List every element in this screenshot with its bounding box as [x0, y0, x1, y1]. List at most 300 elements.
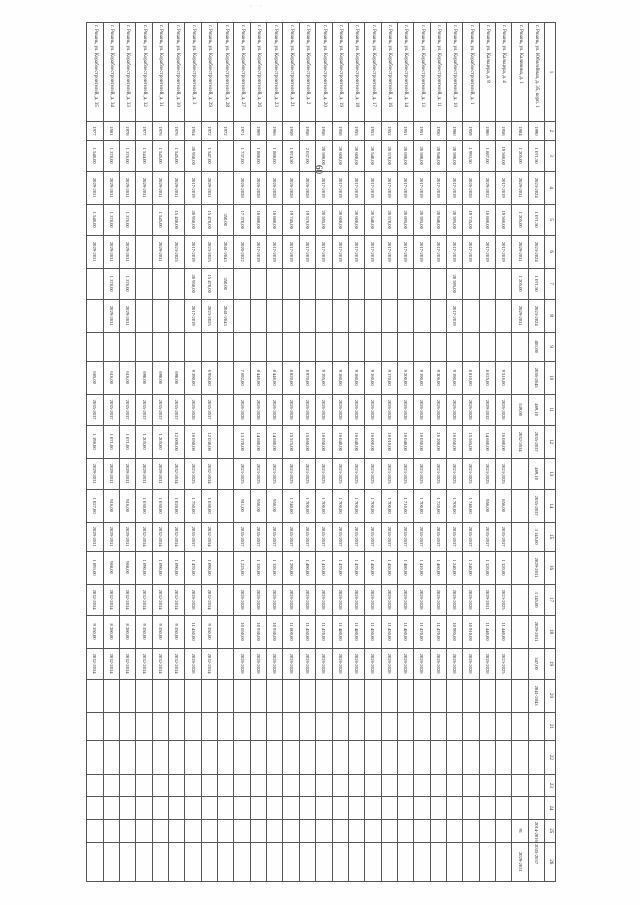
- table-cell: 2017-2019: [479, 235, 495, 268]
- table-cell: 2026-2028: [365, 584, 381, 615]
- table-cell: [446, 842, 462, 881]
- table-cell: 1 700,00: [299, 489, 315, 522]
- table-cell: [348, 712, 364, 741]
- table-cell: [348, 842, 364, 881]
- table-cell: [512, 458, 528, 489]
- table-cell: 1 320,00: [479, 551, 495, 584]
- table-cell: 2023-2025: [430, 458, 446, 489]
- table-cell: 1 071,00: [103, 425, 119, 458]
- table-cell: [381, 268, 397, 299]
- table-cell: [152, 842, 168, 881]
- table-cell: 14 680,00: [479, 425, 495, 458]
- table-cell: 1972: [201, 122, 217, 141]
- table-cell: [381, 332, 397, 361]
- table-cell: [120, 797, 136, 820]
- table-cell: [87, 679, 104, 712]
- table-cell: [430, 268, 446, 299]
- table-cell: [430, 741, 446, 774]
- table-cell: 2023-2025: [446, 458, 462, 489]
- table-cell: 2035-2037: [185, 522, 201, 551]
- table-cell: 11 000,00: [283, 615, 299, 648]
- table-cell: [267, 741, 283, 774]
- table-cell: 2029-2031: [169, 171, 185, 204]
- table-cell: [185, 741, 201, 774]
- table-cell: [381, 741, 397, 774]
- table-cell: 2029-2031: [152, 458, 168, 489]
- table-cell: [87, 842, 104, 881]
- table-cell: 2017-2019: [446, 299, 462, 332]
- table-cell: 2026-2028: [348, 394, 364, 425]
- table-cell: [218, 140, 234, 171]
- address-cell: г. Рязань, ул. Кальцера, д. 4: [495, 23, 511, 122]
- table-cell: 1 290,00: [283, 551, 299, 584]
- table-cell: 2035-2037: [250, 522, 266, 551]
- table-cell: 2032-2034: [120, 648, 136, 679]
- table-cell: [332, 679, 348, 712]
- table-cell: 2017-2019: [430, 235, 446, 268]
- table-cell: [495, 679, 511, 712]
- table-cell: 1 740,00: [463, 489, 479, 522]
- table-cell: 1 320,00: [267, 551, 283, 584]
- table-cell: [120, 741, 136, 774]
- table-row: [479, 23, 495, 882]
- table-cell: [495, 712, 511, 741]
- table-row: [201, 23, 217, 882]
- table-cell: [528, 741, 544, 774]
- table-cell: [152, 679, 168, 712]
- table-cell: [267, 797, 283, 820]
- table-cell: [218, 332, 234, 361]
- table-cell: [316, 819, 332, 842]
- table-cell: 2029-2031: [512, 235, 528, 268]
- table-cell: [316, 332, 332, 361]
- table-cell: 2035-2037: [169, 394, 185, 425]
- table-cell: 8 280,00: [103, 615, 119, 648]
- table-cell: 1 410,00: [414, 551, 430, 584]
- table-cell: [103, 774, 119, 797]
- table-cell: [397, 774, 413, 797]
- table-cell: [479, 679, 495, 712]
- table-cell: 1990: [528, 122, 544, 141]
- table-cell: [381, 774, 397, 797]
- table-cell: 15 470,00: [201, 268, 217, 299]
- table-cell: [348, 332, 364, 361]
- address-cell: г. Рязань, ул. Кораблестроителей, д. 23: [267, 23, 283, 122]
- table-cell: 20 570,00: [381, 204, 397, 235]
- table-cell: [381, 797, 397, 820]
- table-cell: [283, 774, 299, 797]
- table-cell: [87, 268, 104, 299]
- table-cell: 350,00: [218, 268, 234, 299]
- table-cell: [267, 712, 283, 741]
- table-cell: 2035-2037: [495, 522, 511, 551]
- table-cell: 2035-2037: [201, 394, 217, 425]
- table-cell: 2032-2034: [169, 522, 185, 551]
- table-cell: 1972: [218, 122, 234, 141]
- table-cell: [381, 842, 397, 881]
- table-cell: 20 595,00: [414, 204, 430, 235]
- table-cell: 1 700,00: [316, 489, 332, 522]
- table-cell: 12 030,00: [201, 425, 217, 458]
- table-cell: [446, 819, 462, 842]
- table-cell: [234, 268, 250, 299]
- table-cell: [332, 741, 348, 774]
- table-cell: 2023-2025: [397, 458, 413, 489]
- table-cell: 1 700,00: [446, 489, 462, 522]
- table-cell: 2026-2028: [250, 394, 266, 425]
- table-cell: 2029-2031: [103, 522, 119, 551]
- table-cell: [267, 268, 283, 299]
- table-cell: [365, 741, 381, 774]
- table-cell: 2023-2025: [348, 458, 364, 489]
- table-cell: 1 090,00: [169, 551, 185, 584]
- table-cell: 1958: [495, 122, 511, 141]
- table-cell: 2026-2028: [316, 394, 332, 425]
- table-cell: 2026-2028: [234, 171, 250, 204]
- table-cell: 1971: [234, 122, 250, 141]
- table-cell: 2026-2028: [267, 171, 283, 204]
- table-cell: 20 950,00: [185, 140, 201, 171]
- table-cell: 15 450,00: [169, 204, 185, 235]
- table-cell: [218, 425, 234, 458]
- table-cell: 9 350,00: [87, 615, 104, 648]
- column-number: 19: [545, 648, 556, 679]
- table-cell: [446, 741, 462, 774]
- table-cell: [299, 842, 315, 881]
- table-cell: 2017-2019: [495, 171, 511, 204]
- table-cell: 2023-2024: [528, 299, 544, 332]
- table-cell: [495, 842, 511, 881]
- table-cell: [430, 774, 446, 797]
- table-row: [87, 23, 104, 882]
- table-cell: 1 700,00: [332, 489, 348, 522]
- table-cell: [185, 797, 201, 820]
- column-number: 10: [545, 361, 556, 394]
- table-cell: 1 720,00: [430, 489, 446, 522]
- table-cell: [446, 332, 462, 361]
- table-cell: 1 700,00: [414, 489, 430, 522]
- table-cell: 2023-2024: [528, 171, 544, 204]
- table-cell: [397, 299, 413, 332]
- table-cell: 9 350,00: [169, 615, 185, 648]
- address-cell: г. Рязань, ул. Кораблестроителей, д. 27: [234, 23, 250, 122]
- table-cell: 2041-2043: [218, 299, 234, 332]
- address-cell: г. Рязань, ул. Кораблестроителей, д. 28: [218, 23, 234, 122]
- table-cell: 2029-2031: [152, 235, 168, 268]
- table-cell: 1 240,00: [446, 551, 462, 584]
- table-cell: 2041-2043: [218, 235, 234, 268]
- table-cell: 2035-2037: [267, 522, 283, 551]
- table-cell: 1 750,00: [185, 489, 201, 522]
- address-cell: г. Рязань, ул. Кораблестроителей, д. 18: [348, 23, 364, 122]
- table-cell: 15 470,00: [201, 204, 217, 235]
- table-cell: 1955: [348, 122, 364, 141]
- table-cell: [87, 712, 104, 741]
- table-cell: 8 280,00: [120, 615, 136, 648]
- table-cell: 2026-2028: [414, 648, 430, 679]
- table-cell: [120, 819, 136, 842]
- table-cell: [250, 774, 266, 797]
- table-cell: [185, 819, 201, 842]
- table-cell: 2026-2028: [381, 394, 397, 425]
- table-cell: 2026-2028: [267, 394, 283, 425]
- table-cell: 2026-2028: [299, 648, 315, 679]
- table-row: [267, 23, 283, 882]
- table-cell: [152, 797, 168, 820]
- column-number: 13: [545, 458, 556, 489]
- table-cell: [218, 615, 234, 648]
- rotated-table-container: [86, 22, 556, 882]
- table-cell: 1952: [381, 122, 397, 141]
- table-cell: [397, 332, 413, 361]
- table-cell: 1977: [136, 122, 152, 141]
- table-cell: 2026-2028: [299, 584, 315, 615]
- table-cell: [365, 797, 381, 820]
- table-row: [348, 23, 364, 882]
- column-number: 7: [545, 268, 556, 299]
- table-cell: 911,00: [234, 489, 250, 522]
- table-cell: [283, 332, 299, 361]
- table-cell: [414, 842, 430, 881]
- table-cell: 2017-2019: [381, 235, 397, 268]
- table-cell: [479, 299, 495, 332]
- address-cell: г. Рязань, ул. Кораблестроителей, д. 26: [250, 23, 266, 122]
- table-cell: 2026-2028: [299, 394, 315, 425]
- table-cell: 10 930,00: [267, 615, 283, 648]
- table-cell: [348, 797, 364, 820]
- table-cell: [332, 842, 348, 881]
- table-cell: 1 548,00: [87, 204, 104, 235]
- table-cell: [446, 797, 462, 820]
- table-cell: [218, 741, 234, 774]
- table-cell: [381, 819, 397, 842]
- table-cell: 1 027,00: [87, 489, 104, 522]
- table-cell: 1 470,00: [348, 551, 364, 584]
- table-cell: 1 545,00: [152, 140, 168, 171]
- table-cell: 16 040,00: [397, 425, 413, 458]
- table-cell: [201, 842, 217, 881]
- table-cell: [152, 712, 168, 741]
- table-cell: [120, 712, 136, 741]
- table-cell: 20 590,00: [446, 140, 462, 171]
- table-cell: [414, 819, 430, 842]
- table-cell: [152, 268, 168, 299]
- table-cell: 20 600,00: [332, 140, 348, 171]
- table-cell: 2026-2028: [234, 648, 250, 679]
- table-cell: 2026-2028: [365, 648, 381, 679]
- table-cell: 19 735,00: [463, 204, 479, 235]
- table-cell: 2023-2025: [495, 584, 511, 615]
- table-cell: 2017-2019: [397, 235, 413, 268]
- table-cell: 2026-2028: [234, 394, 250, 425]
- table-cell: 2017-2019: [414, 171, 430, 204]
- table-cell: 14 680,00: [250, 425, 266, 458]
- table-cell: 16 040,00: [348, 425, 364, 458]
- table-cell: [299, 679, 315, 712]
- table-cell: [136, 797, 152, 820]
- table-cell: 2017-2019: [463, 235, 479, 268]
- table-cell: 1966: [267, 122, 283, 141]
- table-cell: 2029-2031: [87, 458, 104, 489]
- table-cell: 2029-2031: [528, 551, 544, 584]
- table-cell: 2029-2031: [103, 299, 119, 332]
- table-cell: 2026-2028: [299, 171, 315, 204]
- table-cell: 20 595,00: [316, 204, 332, 235]
- table-cell: 2026-2028: [332, 584, 348, 615]
- table-cell: [250, 332, 266, 361]
- table-cell: [136, 774, 152, 797]
- table-cell: 1 378,00: [103, 268, 119, 299]
- table-row: [103, 23, 119, 882]
- table-cell: [234, 819, 250, 842]
- table-cell: 20 540,00: [365, 140, 381, 171]
- table-cell: [463, 819, 479, 842]
- table-cell: 1981: [103, 122, 119, 141]
- table-cell: [348, 741, 364, 774]
- table-cell: 9 390,00: [185, 361, 201, 394]
- table-cell: 1953: [365, 122, 381, 141]
- table-cell: [495, 797, 511, 820]
- table-cell: [512, 741, 528, 774]
- table-cell: 2026-2028: [414, 394, 430, 425]
- table-cell: 1959: [283, 122, 299, 141]
- table-cell: 19 560,00: [495, 140, 511, 171]
- table-cell: [430, 712, 446, 741]
- table-cell: [512, 679, 528, 712]
- table-cell: 9 350,00: [201, 615, 217, 648]
- table-cell: 2035-2037: [430, 522, 446, 551]
- table-cell: 17 370,00: [234, 204, 250, 235]
- table-cell: 1 205,00: [512, 268, 528, 299]
- table-cell: [218, 797, 234, 820]
- table-cell: 10 910,00: [463, 615, 479, 648]
- table-cell: 2023-2025: [495, 648, 511, 679]
- table-cell: [136, 332, 152, 361]
- table-cell: 2026-2028: [397, 394, 413, 425]
- table-cell: [169, 268, 185, 299]
- address-cell: г. Рязань, ул. Кораблестроителей, д. 1: [463, 23, 479, 122]
- table-cell: 11 450,00: [381, 615, 397, 648]
- table-cell: 2026-2028: [495, 394, 511, 425]
- table-cell: 2035-2037: [136, 394, 152, 425]
- table-cell: [463, 332, 479, 361]
- table-cell: [218, 712, 234, 741]
- table-row: [528, 23, 544, 882]
- table-cell: 9 170,00: [381, 361, 397, 394]
- table-cell: 401,00: [528, 332, 544, 361]
- table-cell: [446, 679, 462, 712]
- table-cell: 1958: [299, 122, 315, 141]
- table-cell: [169, 819, 185, 842]
- table-cell: [283, 819, 299, 842]
- table-cell: 2029-2031: [136, 458, 152, 489]
- table-cell: 2026-2028: [446, 584, 462, 615]
- table-cell: 2017-2019: [348, 171, 364, 204]
- table-cell: [446, 774, 462, 797]
- table-cell: [152, 741, 168, 774]
- table-cell: 1 700,00: [381, 489, 397, 522]
- table-cell: 2029-2031: [87, 522, 104, 551]
- table-cell: 16 080,00: [495, 425, 511, 458]
- table-cell: 1 545,00: [152, 204, 168, 235]
- table-cell: 9 180,00: [332, 361, 348, 394]
- table-cell: 10 995,00: [446, 615, 462, 648]
- table-cell: 19 570,00: [299, 204, 315, 235]
- table-cell: 2023-2025: [185, 458, 201, 489]
- table-cell: 2 037,00: [299, 140, 315, 171]
- table-cell: 19 745,00: [283, 204, 299, 235]
- table-cell: 8 446,00: [267, 361, 283, 394]
- table-cell: [299, 797, 315, 820]
- table-cell: 1 320,00: [495, 551, 511, 584]
- address-cell: г. Рязань, ул. Кораблестроителей, д. 16: [381, 23, 397, 122]
- table-cell: [512, 522, 528, 551]
- table-cell: [365, 332, 381, 361]
- table-cell: 1 545,00: [169, 140, 185, 171]
- table-cell: 2026-2028: [250, 171, 266, 204]
- table-cell: [201, 679, 217, 712]
- table-cell: 1969: [250, 122, 266, 141]
- table-cell: 20 540,00: [365, 204, 381, 235]
- table-cell: 2035-2037: [348, 522, 364, 551]
- table-cell: [136, 679, 152, 712]
- table-cell: 91: [512, 819, 528, 842]
- table-cell: 20 940,00: [430, 204, 446, 235]
- table-cell: [218, 522, 234, 551]
- table-cell: 2029-2031: [120, 235, 136, 268]
- address-cell: г. Рязань, ул. Юбилейная, д. 35, корп. 1: [528, 23, 544, 122]
- table-cell: 2026-2028: [283, 584, 299, 615]
- table-cell: 1950: [430, 122, 446, 141]
- table-cell: 539,00: [512, 394, 528, 425]
- table-cell: [136, 268, 152, 299]
- table-cell: [136, 741, 152, 774]
- table-cell: [250, 268, 266, 299]
- table-cell: 2032-2034: [201, 458, 217, 489]
- table-cell: [479, 332, 495, 361]
- table-cell: 2032-2034: [152, 584, 168, 615]
- table-cell: 2035-2037: [446, 522, 462, 551]
- table-cell: 2032-2034: [169, 458, 185, 489]
- table-cell: [397, 679, 413, 712]
- table-cell: 916,00: [103, 489, 119, 522]
- table-cell: 2026-2028: [463, 584, 479, 615]
- table-cell: [299, 299, 315, 332]
- table-cell: [463, 268, 479, 299]
- table-row: [185, 23, 201, 882]
- table-cell: 1 090,00: [201, 551, 217, 584]
- table-cell: 2017-2019: [185, 235, 201, 268]
- table-cell: [397, 797, 413, 820]
- table-cell: [299, 741, 315, 774]
- table-cell: [185, 712, 201, 741]
- table-cell: 2023-2025: [316, 458, 332, 489]
- column-number: 18: [545, 615, 556, 648]
- table-cell: 1978: [120, 122, 136, 141]
- table-cell: 2026-2028: [185, 394, 201, 425]
- table-cell: [365, 679, 381, 712]
- table-cell: [479, 741, 495, 774]
- table-cell: [430, 819, 446, 842]
- table-cell: 2029-2031: [136, 171, 152, 204]
- table-row: [169, 23, 185, 882]
- table-cell: [283, 712, 299, 741]
- table-cell: [218, 679, 234, 712]
- table-cell: 2023-2024: [528, 235, 544, 268]
- table-cell: [169, 797, 185, 820]
- table-cell: [201, 712, 217, 741]
- table-cell: 15 860,00: [299, 425, 315, 458]
